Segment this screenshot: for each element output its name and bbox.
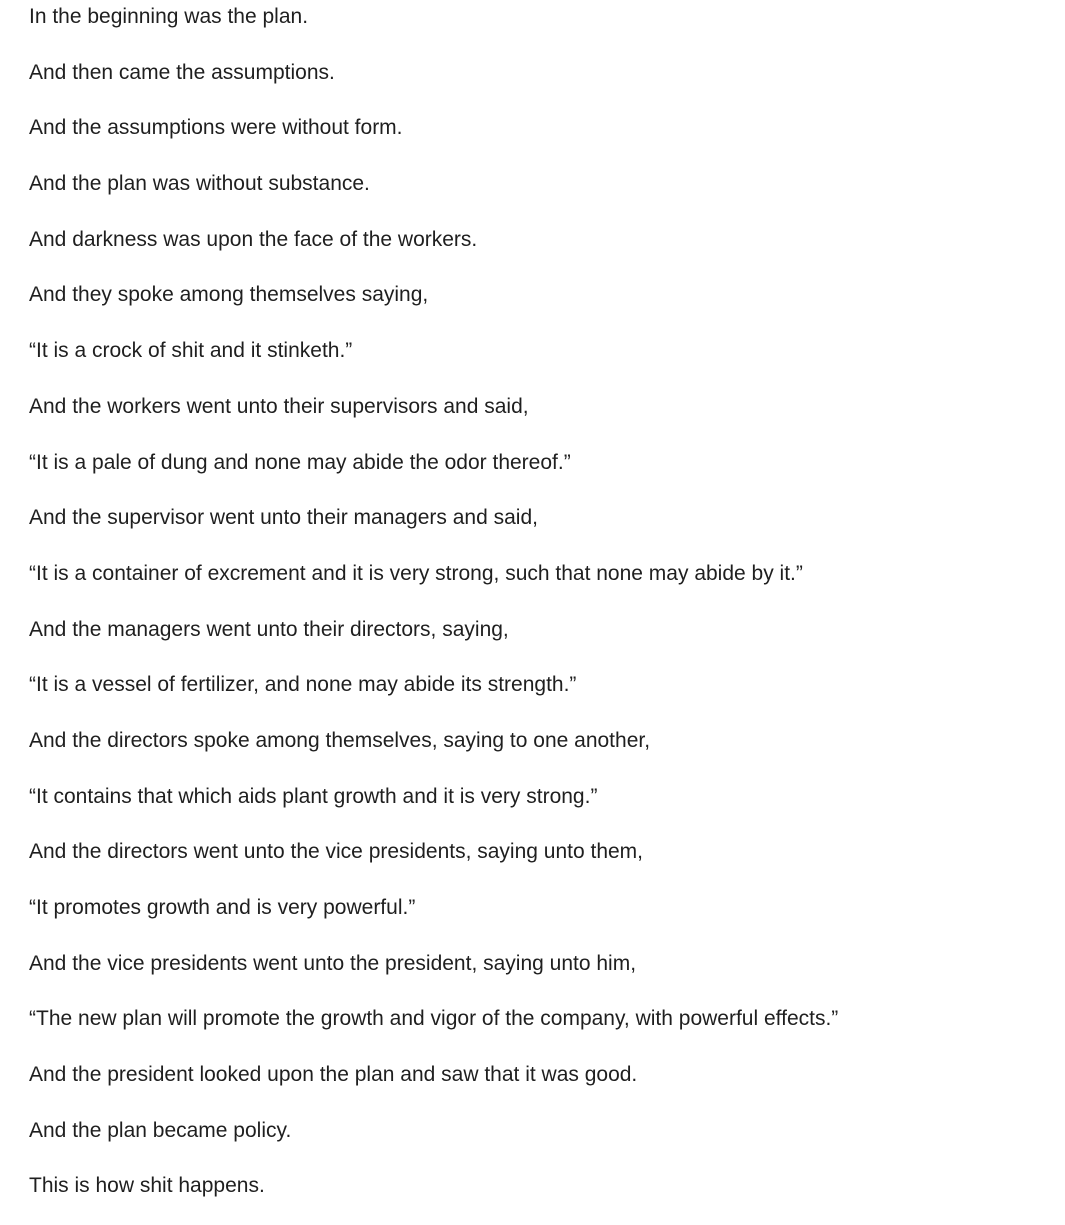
text-line: And the assumptions were without form. [29,116,403,140]
text-line: And darkness was upon the face of the workers. [29,227,478,251]
text-line: And the president looked upon the plan and saw that it was good. [29,1063,638,1087]
text-line: And the plan was without substance. [29,172,370,196]
text-passage [29,0,838,1225]
text-line: And they spoke among themselves saying, [29,283,429,307]
text-line: “The new plan will promote the growth and vigor of the company, with powerful effects.” [29,1007,839,1031]
text-line: “It promotes growth and is very powerful.” [29,896,416,919]
text-line: And the plan became policy. [29,1118,292,1142]
text-line: In the beginning was the plan. [29,5,309,28]
text-line: “It is a crock of shit and it stinketh.” [29,339,353,363]
text-line: This is how shit happens. [29,1174,265,1198]
text-line: And the workers went unto their supervisors and said, [29,394,529,418]
text-line: “It is a container of excrement and it is very strong, such that none may abide by it.” [29,561,803,585]
text-line: “It is a vessel of fertilizer, and none may abide its strength.” [29,673,577,697]
text-line: And the vice presidents went unto the president, saying unto him, [29,951,637,975]
text-line: “It is a pale of dung and none may abide the odor thereof.” [29,450,571,474]
text-line: And the directors spoke among themselves, saying to one another, [29,728,651,752]
text-line: And the managers went unto their directors, saying, [29,617,509,641]
text-line: And the directors went unto the vice presidents, saying unto them, [29,840,644,864]
text-line: And the supervisor went unto their managers and said, [29,506,538,530]
text-line: And then came the assumptions. [29,60,335,84]
text-line: “It contains that which aids plant growth and it is very strong.” [29,784,598,808]
